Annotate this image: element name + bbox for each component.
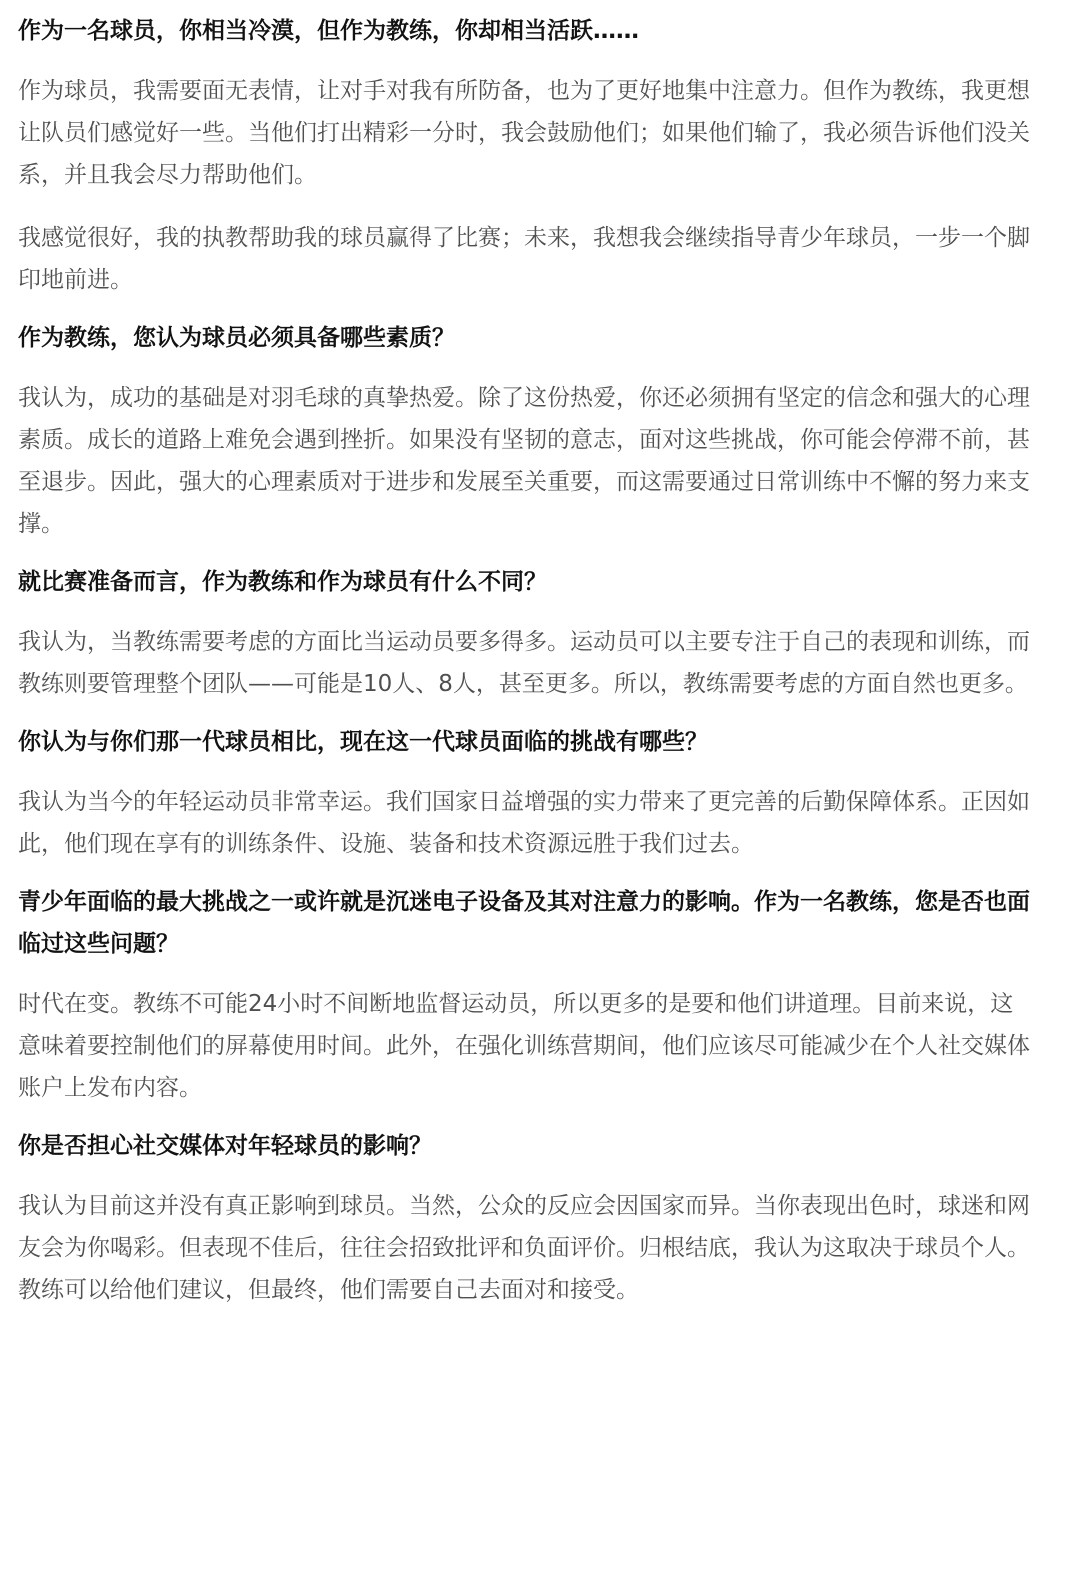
- intro-answer-paragraph-2: 我感觉很好，我的执教帮助我的球员赢得了比赛；未来，我想我会继续指导青少年球员，一步一个脚印地前进。: [18, 225, 1030, 293]
- answer-2: 我认为，当教练需要考虑的方面比当运动员要多得多。运动员可以主要专注于自己的表现和训练，而教练则要管理整个团队——可能是10人、8人，甚至更多。所以，教练需要考虑的方面自然也更多。: [18, 629, 1030, 697]
- question-4: 青少年面临的最大挑战之一或许就是沉迷电子设备及其对注意力的影响。作为一名教练，您是否也面临过这些问题？: [18, 889, 1030, 957]
- article-body: [18, 10, 1036, 1311]
- answer-3: 我认为当今的年轻运动员非常幸运。我们国家日益增强的实力带来了更完善的后勤保障体系。正因如此，他们现在享有的训练条件、设施、装备和技术资源远胜于我们过去。: [18, 789, 1030, 857]
- question-1: 作为教练，您认为球员必须具备哪些素质？: [18, 325, 455, 351]
- answer-1: 我认为，成功的基础是对羽毛球的真挚热爱。除了这份热爱，你还必须拥有坚定的信念和强大的心理素质。成长的道路上难免会遇到挫折。如果没有坚韧的意志，面对这些挑战，你可能会停滞不前，甚至退步。因此，强大的心理素质对于进步和发展至关重要，而这需要通过日常训练中不懈的努力来支撑。: [18, 385, 1030, 537]
- answer-4: 时代在变。教练不可能24小时不间断地监督运动员，所以更多的是要和他们讲道理。目前来说，这意味着要控制他们的屏幕使用时间。此外，在强化训练营期间，他们应该尽可能减少在个人社交媒体账户上发布内容。: [18, 991, 1030, 1101]
- question-2: 就比赛准备而言，作为教练和作为球员有什么不同？: [18, 569, 547, 595]
- intro-answer-paragraph-1: 作为球员，我需要面无表情，让对手对我有所防备，也为了更好地集中注意力。但作为教练，我更想让队员们感觉好一些。当他们打出精彩一分时，我会鼓励他们；如果他们输了，我必须告诉他们没关系，并且我会尽力帮助他们。: [18, 78, 1030, 188]
- intro-question: 作为一名球员，你相当冷漠，但作为教练，你却相当活跃……: [18, 18, 639, 44]
- question-5: 你是否担心社交媒体对年轻球员的影响？: [18, 1133, 432, 1159]
- question-3: 你认为与你们那一代球员相比，现在这一代球员面临的挑战有哪些？: [18, 729, 708, 755]
- answer-5: 我认为目前这并没有真正影响到球员。当然，公众的反应会因国家而异。当你表现出色时，球迷和网友会为你喝彩。但表现不佳后，往往会招致批评和负面评价。归根结底，我认为这取决于球员个人。教练可以给他们建议，但最终，他们需要自己去面对和接受。: [18, 1193, 1030, 1303]
